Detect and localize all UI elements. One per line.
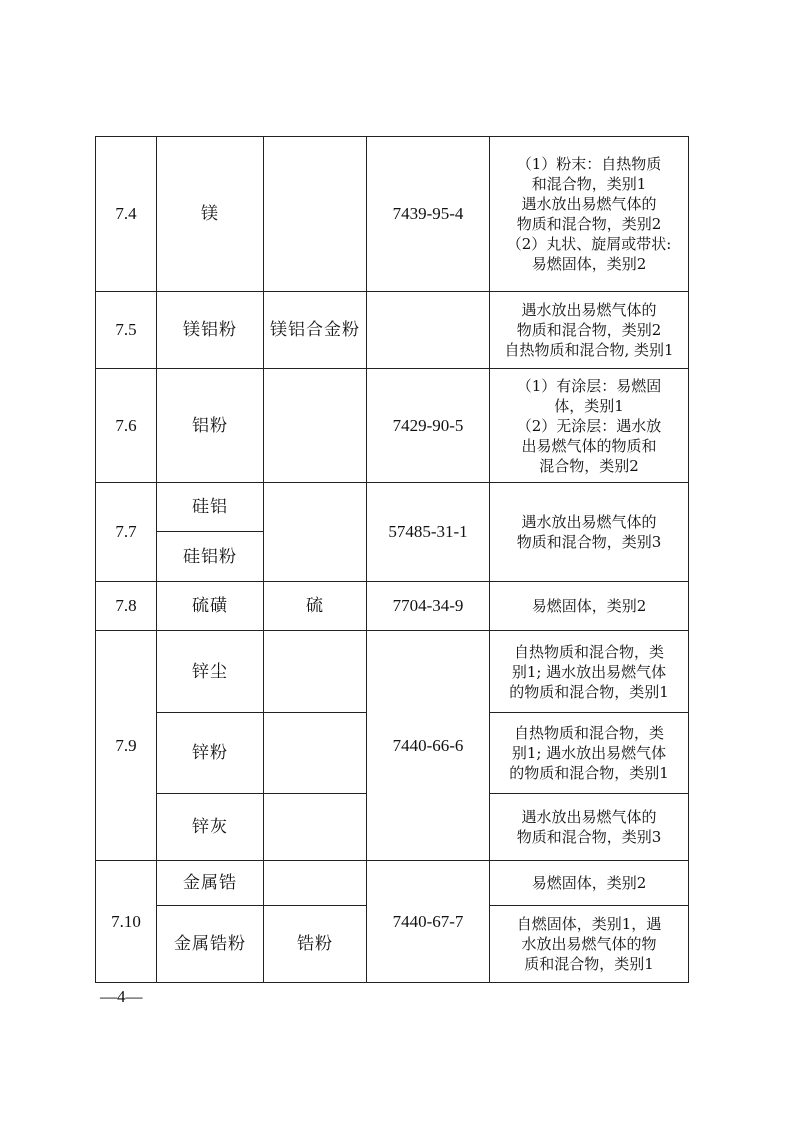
- chemical-alias: [264, 483, 367, 582]
- hazard-line: 物质和混合物，类别2: [516, 215, 662, 233]
- hazard-line: （2）无涂层：遇水放: [516, 416, 662, 435]
- cas-number: 57485-31-1: [367, 483, 490, 582]
- hazard-line: 质和混合物，类别1: [524, 955, 654, 973]
- hazard-line: 出易燃气体的物质和: [521, 436, 657, 455]
- row-number: 7.4: [96, 137, 157, 292]
- hazard-line: （1）粉末：自热物质: [516, 155, 662, 173]
- hazard-line: 水放出易燃气体的物: [521, 935, 657, 953]
- hazard-line: （2）丸状、旋屑或带状:: [506, 235, 672, 253]
- row-number: 7.10: [96, 861, 157, 983]
- hazard-line: 遇水放出易燃气体的: [521, 513, 657, 531]
- hazard-line: 易燃固体，类别2: [531, 874, 647, 892]
- chemical-alias: [264, 137, 367, 292]
- cas-number: 7440-67-7: [367, 861, 490, 983]
- chemical-name: 硫磺: [157, 582, 264, 631]
- hazard-category: [490, 906, 689, 983]
- hazard-category: [490, 582, 689, 631]
- hazard-line: 遇水放出易燃气体的: [521, 301, 657, 319]
- cas-number: 7429-90-5: [367, 369, 490, 483]
- page-number: —4—: [100, 987, 143, 1006]
- chemical-name: 镁: [157, 137, 264, 292]
- hazard-category: [490, 631, 689, 713]
- hazard-category: [490, 483, 689, 582]
- chemical-name: 硅铝: [157, 483, 264, 532]
- row-number: 7.8: [96, 582, 157, 631]
- hazard-line: 遇水放出易燃气体的: [521, 195, 657, 213]
- cas-number: 7439-95-4: [367, 137, 490, 292]
- hazard-line: 自燃固体，类别1，遇: [516, 915, 662, 933]
- hazard-category: [490, 292, 689, 369]
- table-row: [96, 292, 689, 369]
- chemical-alias: [264, 631, 367, 713]
- chemical-name: 锌粉: [157, 713, 264, 794]
- hazard-line: 混合物，类别2: [539, 456, 639, 475]
- row-number: 7.6: [96, 369, 157, 483]
- row-number: 7.9: [96, 631, 157, 861]
- row-number: 7.5: [96, 292, 157, 369]
- hazard-line: 和混合物，类别1: [531, 175, 647, 193]
- chemical-alias: 硫: [264, 582, 367, 631]
- hazard-line: 自热物质和混合物，类: [513, 642, 664, 661]
- chemical-alias: [264, 794, 367, 861]
- chemical-name: 金属锆: [157, 861, 264, 906]
- table-row: [96, 483, 689, 532]
- hazard-category: [490, 713, 689, 794]
- chemical-name: 硅铝粉: [157, 532, 264, 582]
- chemical-alias: 锆粉: [264, 906, 367, 983]
- chemical-name: 金属锆粉: [157, 906, 264, 983]
- chemical-name: 锌灰: [157, 794, 264, 861]
- hazard-line: 别1; 遇水放出易燃气体: [511, 662, 667, 681]
- chemical-alias: [264, 861, 367, 906]
- row-number: 7.7: [96, 483, 157, 582]
- chemical-alias: [264, 713, 367, 794]
- hazard-line: 的物质和混合物，类别1: [509, 682, 669, 701]
- cas-number: 7440-66-6: [367, 631, 490, 861]
- hazard-line: （1）有涂层：易燃固: [516, 376, 662, 395]
- hazard-line: 体，类别1: [554, 396, 624, 415]
- hazard-line: 物质和混合物，类别3: [516, 828, 662, 846]
- hazard-line: 的物质和混合物，类别1: [509, 764, 669, 782]
- hazard-line: 易燃固体，类别2: [531, 597, 647, 615]
- chemical-name: 锌尘: [157, 631, 264, 713]
- chemical-alias: 镁铝合金粉: [264, 292, 367, 369]
- hazard-category: [490, 369, 689, 483]
- table-row: [96, 369, 689, 483]
- hazard-line: 自热物质和混合物，类: [513, 724, 664, 742]
- table-row: [96, 582, 689, 631]
- hazard-category: [490, 861, 689, 906]
- cas-number: 7704-34-9: [367, 582, 490, 631]
- hazard-line: 物质和混合物，类别2: [516, 321, 662, 339]
- hazard-line: 自热物质和混合物, 类别1: [504, 341, 674, 359]
- chemical-alias: [264, 369, 367, 483]
- hazard-category: [490, 137, 689, 292]
- table-row: [96, 137, 689, 292]
- chemical-name: 镁铝粉: [157, 292, 264, 369]
- hazard-line: 物质和混合物，类别3: [516, 533, 662, 551]
- hazard-line: 易燃固体，类别2: [531, 255, 647, 273]
- hazard-line: 别1; 遇水放出易燃气体: [511, 744, 667, 762]
- hazard-line: 遇水放出易燃气体的: [521, 808, 657, 826]
- table-row: [96, 861, 689, 906]
- hazard-category: [490, 794, 689, 861]
- chemical-name: 铝粉: [157, 369, 264, 483]
- cas-number: [367, 292, 490, 369]
- hazardous-chemicals-table: [95, 136, 689, 983]
- table-row: [96, 631, 689, 713]
